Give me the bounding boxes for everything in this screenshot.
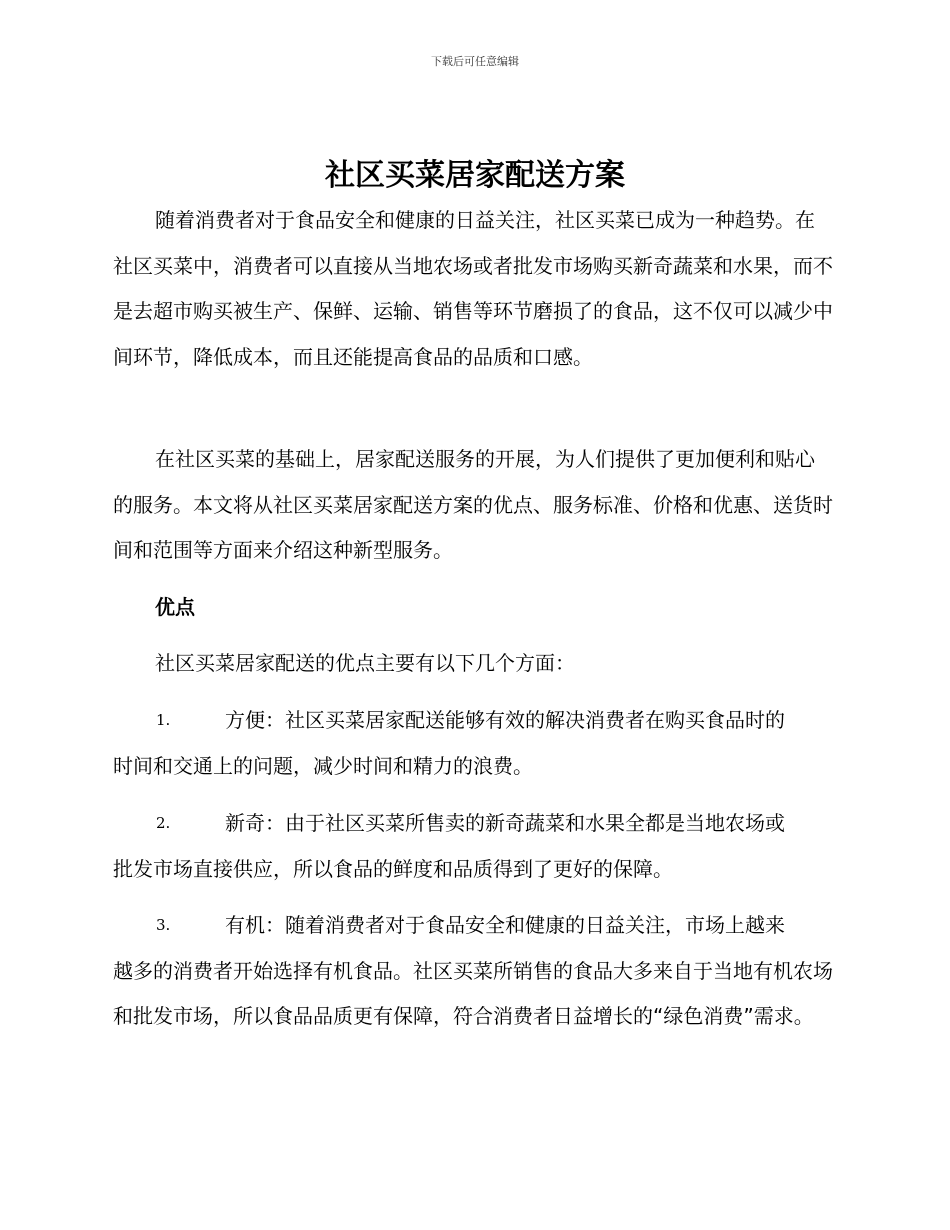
advantage-item (113, 698, 833, 789)
advantage-text-start: 有机：随着消费者对于食品安全和健康的日益关注，市场上越来 (225, 913, 785, 937)
advantage-text-rest: 时间和交通上的问题，减少时间和精力的浪费。 (113, 753, 533, 778)
section-intro: 社区买菜居家配送的优点主要有以下几个方面： (155, 651, 575, 675)
intro-paragraph-1: 随着消费者对于食品安全和健康的日益关注，社区买菜已成为一种趋势。在社区买菜中，消费者可以直接从当地农场或者批发市场购买新奇蔬菜和水果，而不是去超市购买被生产、保鲜、运输、销售等环节磨损了的食品，这不仅可以减少中间环节，降低成本，而且还能提高食品的品质和口感。 (113, 208, 833, 369)
advantage-item (113, 801, 833, 892)
document-title: 社区买菜居家配送方案 (325, 158, 625, 193)
advantage-number: 2. (156, 814, 171, 832)
advantage-text-start: 方便：社区买菜居家配送能够有效的解决消费者在购买食品时的 (225, 708, 785, 732)
advantage-first-line (113, 698, 833, 744)
section-heading: 优点 (155, 595, 195, 619)
advantage-item (113, 903, 833, 1040)
header-note: 下载后可任意编辑 (431, 55, 519, 68)
advantage-first-line (113, 903, 833, 949)
advantage-text-start: 新奇：由于社区买菜所售卖的新奇蔬菜和水果全都是当地农场或 (225, 811, 785, 835)
advantage-first-line (113, 801, 833, 847)
advantage-number: 1. (156, 711, 171, 729)
intro-paragraph-2: 在社区买菜的基础上，居家配送服务的开展，为人们提供了更加便利和贴心的服务。本文将从社区买菜居家配送方案的优点、服务标准、价格和优惠、送货时间和范围等方面来介绍这种新型服务。 (113, 447, 833, 563)
advantage-text-rest: 批发市场直接供应，所以食品的鲜度和品质得到了更好的保障。 (113, 856, 673, 881)
advantage-number: 3. (156, 916, 171, 934)
advantage-text-rest: 越多的消费者开始选择有机食品。社区买菜所销售的食品大多来自于当地有机农场和批发市场，所以食品品质更有保障，符合消费者日益增长的“绿色消费”需求。 (113, 958, 833, 1029)
